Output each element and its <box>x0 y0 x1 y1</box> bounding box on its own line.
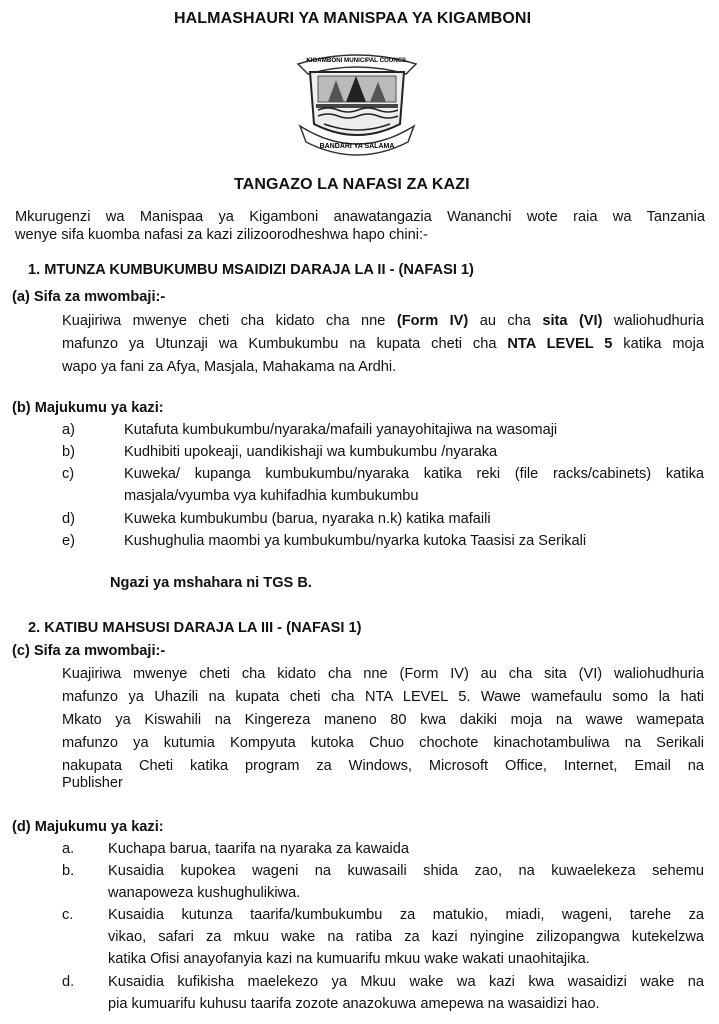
job1-duty-marker: b) <box>62 444 75 460</box>
job2-qualification-line: mafunzo ya kutumia Kompyuta kutoka Chuo chochote kinachotambuliwa na Serikali <box>62 735 704 751</box>
job2-duty-text: Kusaidia kufikisha maelekezo ya Mkuu wake wa kazi kwa wasaidizi wake na <box>108 974 704 990</box>
job2-qualification-line: Publisher <box>62 775 123 791</box>
job1-duty-text: Kushughulia maombi ya kumbukumbu/nyarka kutoka Taasisi za Serikali <box>124 533 587 549</box>
job1-qualification-line-2: mafunzo ya Utunzaji wa Kumbukumbu na kupata cheti cha NTA LEVEL 5 katika moja <box>62 336 704 352</box>
job1-qualifications-heading: (a) Sifa za mwombaji:- <box>12 289 166 305</box>
job1-title: 1. MTUNZA KUMBUKUMBU MSAIDIZI DARAJA LA II - (NAFASI 1) <box>28 262 474 278</box>
notice-title: TANGAZO LA NAFASI ZA KAZI <box>234 176 470 193</box>
intro-line-2: wenye sifa kuomba nafasi za kazi zilizoorodheshwa hapo chini:- <box>15 227 428 243</box>
job1-duty-text: Kudhibiti upokeaji, uandikishaji wa kumbukumbu /nyaraka <box>124 444 498 460</box>
job2-duty-text-continued: pia kumuarifu kuhusu taarifa zozote anazokuwa amepewa na wasaidizi hao. <box>108 996 600 1012</box>
job1-duty-marker: c) <box>62 466 75 482</box>
job1-duty-text: Kuweka/ kupanga kumbukumbu/nyaraka katika reki (file racks/cabinets) katika <box>124 466 704 482</box>
job1-duty-marker: e) <box>62 533 75 549</box>
emblem-motto-text: BANDARI YA SALAMA <box>319 143 395 150</box>
job1-duty-text: Kutafuta kumbukumbu/nyaraka/mafaili yanayohitajiwa na wasomaji <box>124 422 558 438</box>
job2-qualification-line: Mkato ya Kiswahili na Kingereza maneno 80 kwa dakiki moja na wawe wamepata <box>62 712 704 728</box>
council-heading: HALMASHAURI YA MANISPAA YA KIGAMBONI <box>174 10 532 27</box>
job2-duty-marker: a. <box>62 841 75 857</box>
job2-duty-text: Kusaidia kutunza taarifa/kumbukumbu za matukio, miadi, wageni, tarehe za <box>108 907 704 923</box>
job2-qualifications-heading: (c) Sifa za mwombaji:- <box>12 643 166 659</box>
job1-qualification-line-3: wapo ya fani za Afya, Masjala, Mahakama na Ardhi. <box>62 359 397 375</box>
job2-duty-text-continued: vikao, safari za mkuu wake na ratiba za kazi nyingine zilizopangwa kutekelzwa <box>108 929 704 945</box>
job1-duty-marker: d) <box>62 511 75 527</box>
job2-qualification-line: mafunzo ya Uhazili na kupata cheti cha NTA LEVEL 5. Wawe wamefaulu somo la hati <box>62 689 704 705</box>
intro-line-1: Mkurugenzi wa Manispaa ya Kigamboni anawatangazia Wananchi wote raia wa Tanzania <box>15 209 705 225</box>
job2-duty-marker: d. <box>62 974 75 990</box>
job2-qualification-line: Kuajiriwa mwenye cheti cha kidato cha nne (Form IV) au cha sita (VI) waliohudhuria <box>62 666 704 682</box>
job2-duty-text: Kusaidia kupokea wageni na kuwasaili shida zao, na kuwaelekeza sehemu <box>108 863 704 879</box>
job1-salary-scale: Ngazi ya mshahara ni TGS B. <box>110 575 312 591</box>
job1-duty-text-continued: masjala/vyumba vya kuhifadhia kumbukumbu <box>124 488 419 504</box>
job2-duty-text-continued: wanapoweza kushughulikiwa. <box>108 885 301 901</box>
council-emblem <box>288 42 426 160</box>
job1-duties-heading: (b) Majukumu ya kazi: <box>12 400 164 416</box>
job2-qualification-line: nakupata Cheti katika program za Windows, Microsoft Office, Internet, Email na <box>62 758 704 774</box>
job2-duty-text: Kuchapa barua, taarifa na nyaraka za kawaida <box>108 841 409 857</box>
job2-duties-heading: (d) Majukumu ya kazi: <box>12 819 164 835</box>
job2-duty-marker: c. <box>62 907 74 923</box>
job1-duty-text: Kuweka kumbukumbu (barua, nyaraka n.k) katika mafaili <box>124 511 491 527</box>
job2-duty-text-continued: katika Ofisi anayofanyia kazi na kumuarifu mkuu wake wakati unaohitajika. <box>108 951 590 967</box>
emblem-top-text: KIGAMBONI MUNICIPAL COUNCIL <box>306 57 408 64</box>
job2-duty-marker: b. <box>62 863 75 879</box>
job1-qualification-line-1: Kuajiriwa mwenye cheti cha kidato cha nne (Form IV) au cha sita (VI) waliohudhuria <box>62 313 704 329</box>
job2-title: 2. KATIBU MAHSUSI DARAJA LA III - (NAFASI 1) <box>28 620 362 636</box>
job1-duty-marker: a) <box>62 422 75 438</box>
